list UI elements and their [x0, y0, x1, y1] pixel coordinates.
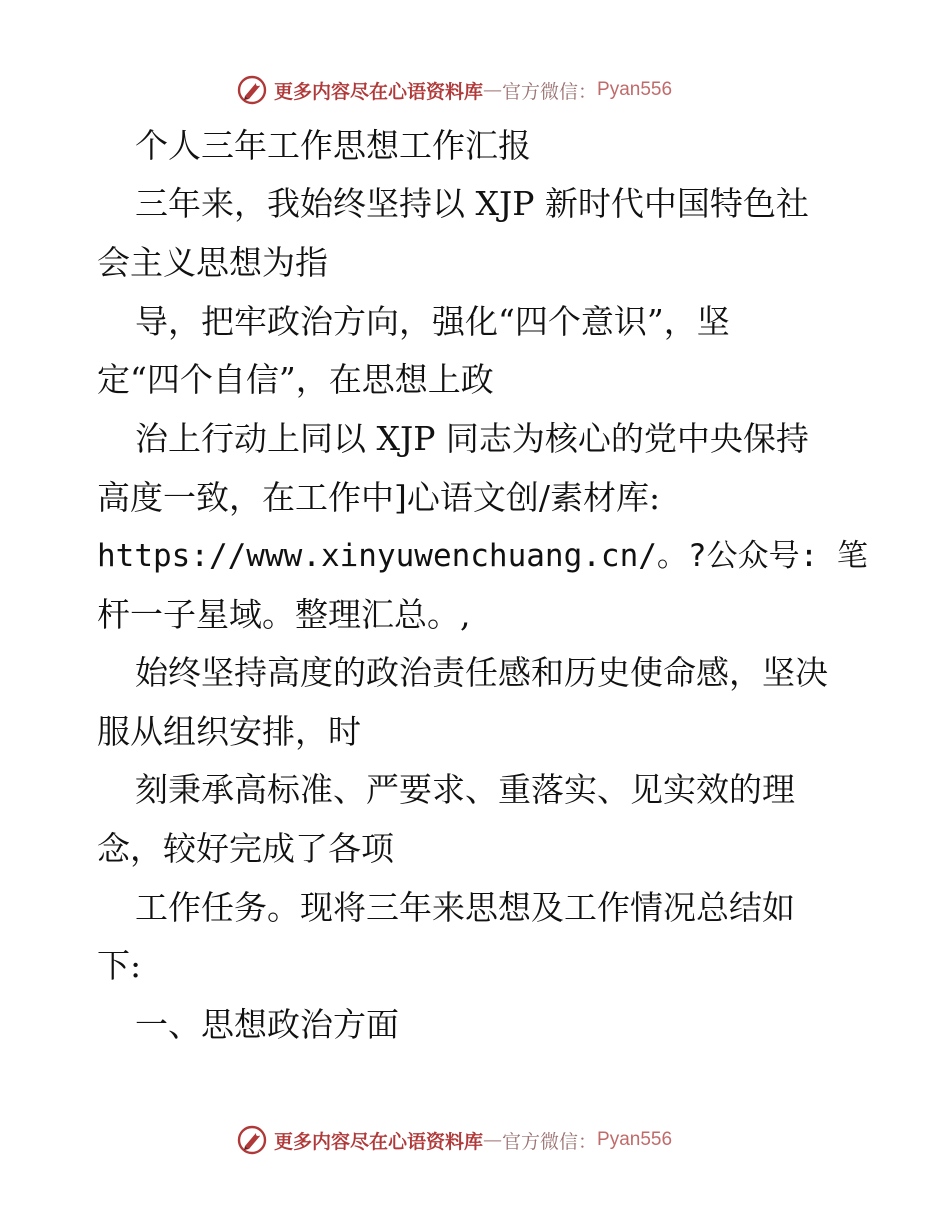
banner-site-name: 更多内容尽在心语资料库: [274, 80, 484, 103]
banner-account-label: 官方微信：: [502, 1130, 598, 1153]
paragraph-line: 治上行动上同以 XJP 同志为核心的党中央保持: [135, 419, 809, 458]
paragraph-line: 会主义思想为指: [97, 243, 328, 282]
footer-watermark-banner: [236, 1123, 672, 1157]
paragraph-line: 定“四个自信”，在思想上政: [97, 360, 494, 399]
banner-separator: —: [483, 1129, 503, 1151]
paragraph-line: 念，较好完成了各项: [97, 829, 394, 868]
document-title: 个人三年工作思想工作汇报: [135, 126, 531, 165]
paragraph-line: 三年来，我始终坚持以 XJP 新时代中国特色社: [135, 184, 809, 223]
paragraph-line: 下:: [97, 946, 142, 985]
paragraph-line: 杆一子星域。整理汇总。,: [97, 595, 471, 634]
banner-account-label: 官方微信：: [502, 80, 598, 103]
pen-logo-icon: [236, 74, 268, 106]
paragraph-line: 工作任务。现将三年来思想及工作情况总结如: [135, 888, 795, 927]
banner-site-name: 更多内容尽在心语资料库: [274, 1130, 484, 1153]
header-watermark-banner: [236, 73, 672, 107]
paragraph-line: 高度一致，在工作中]心语文创/素材库:: [97, 478, 661, 517]
banner-account-id: Pyan556: [597, 1129, 673, 1150]
paragraph-line: 刻秉承高标准、严要求、重落实、见实效的理: [135, 770, 795, 809]
section-heading: 一、思想政治方面: [135, 1005, 399, 1044]
pen-logo-icon: [236, 1124, 268, 1156]
paragraph-line: 始终坚持高度的政治责任感和历史使命感，坚决: [135, 653, 828, 692]
paragraph-line: 导，把牢政治方向，强化“四个意识”，坚: [135, 302, 730, 341]
paragraph-line-url: https://www.xinyuwenchuang.cn/。?公众号: 笔: [97, 538, 868, 574]
banner-separator: —: [483, 79, 503, 101]
banner-account-id: Pyan556: [597, 79, 673, 100]
paragraph-line: 服从组织安排，时: [97, 712, 361, 751]
